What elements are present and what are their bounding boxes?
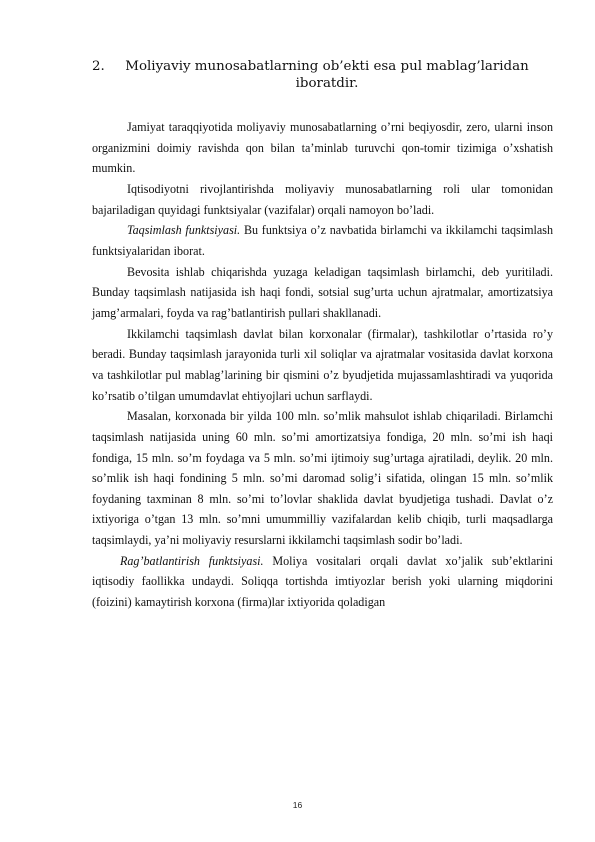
paragraph — [92, 324, 553, 407]
paragraph-lead: Rag’batlantirish funktsiyasi. — [120, 553, 264, 568]
paragraph-text: Iqtisodiyotni rivojlantirishda moliyaviy munosabatlarning roli ular tomonidan bajariladigan quyidagi funktsiyalar (vazifalar) orqali namoyon bo’ladi. — [92, 181, 553, 217]
paragraph-text: Jamiyat taraqqiyotida moliyaviy munosabatlarning o’rni beqiyosdir, zero, ularni inson organizmini doimiy ravishda qon bilan ta’minlab turuvchi qon-tomir tizimiga o’xshatish mumkin. — [92, 120, 553, 176]
paragraph-text: Bu funktsiya o’z navbatida birlamchi va ikkilamchi taqsimlash funktsiyalaridan iborat. — [92, 223, 553, 258]
body-text — [92, 117, 553, 613]
paragraph — [92, 262, 553, 324]
paragraph-text: Ikkilamchi taqsimlash davlat bilan korxonalar (firmalar), tashkilotlar o’rtasida ro’y beradi. Bunday taqsimlash jarayonida turli xil soliqlar va ajratmalar vositasida davlat korxona va tashkilotlar pul mablag’larining bir qismini o’z byudjetida mujassamlashtiradi va yuqorida ko’rsatib o’tilgan umumdavlat ehtiyojlari uchun sarflaydi. — [92, 326, 553, 403]
section-heading — [92, 58, 540, 92]
paragraph-lead: Taqsimlash funktsiyasi. — [127, 223, 241, 238]
paragraph — [92, 220, 553, 261]
section-number: 2. — [92, 59, 105, 74]
page-number: 16 — [292, 800, 303, 810]
paragraph — [92, 551, 553, 613]
paragraph-text: Moliya vositalari orqali davlat xo’jalik sub’ektlarini iqtisodiy faollikka undaydi. Soliqqa tortishda imtiyozlar berish yoki ularning miqdorini (foizini) kamaytirish korxona (firma)lar ixtiyorida qoladigan — [92, 553, 553, 610]
paragraph — [92, 179, 553, 220]
paragraph — [92, 117, 553, 179]
section-title: Moliyaviy munosabatlarning ob’ekti esa pul mablag’laridan iboratdir. — [125, 59, 529, 91]
paragraph-text: Masalan, korxonada bir yilda 100 mln. so’mlik mahsulot ishlab chiqariladi. Birlamchi taqsimlash natijasida uning 60 mln. so’mi amortizatsiya fondiga, 20 mln. so’mi ish haqi fondiga, 15 mln. so’m foydaga va 5 mln. so’mi ijtimoiy sug’urtaga ajratiladi, deylik. 20 mln. so’mlik ish haqi fondining 5 mln. so’mi daromad solig’i sifatida, olingan 15 mln. so’mlik foydaning taxminan 8 mln. so’mi to’lovlar shaklida davlat byudjetiga tushadi. Davlat o’z ixtiyoriga o’tgan 13 mln. so’mni umummilliy vazifalardan kelib chiqib, turli maqsadlarga taqsimlaydi, ya’ni moliyaviy resurslarni ikkilamchi taqsimlash sodir bo’ladi. — [92, 409, 553, 548]
paragraph-text: Bevosita ishlab chiqarishda yuzaga keladigan taqsimlash birlamchi, deb yuritiladi. Bunday taqsimlash natijasida ish haqi fondi, sotsial sug’urta uchun ajratmalar, amortizatsiya jamg’armalari, foyda va rag’batlantirish pullari shakllanadi. — [92, 264, 553, 320]
paragraph — [92, 406, 553, 551]
